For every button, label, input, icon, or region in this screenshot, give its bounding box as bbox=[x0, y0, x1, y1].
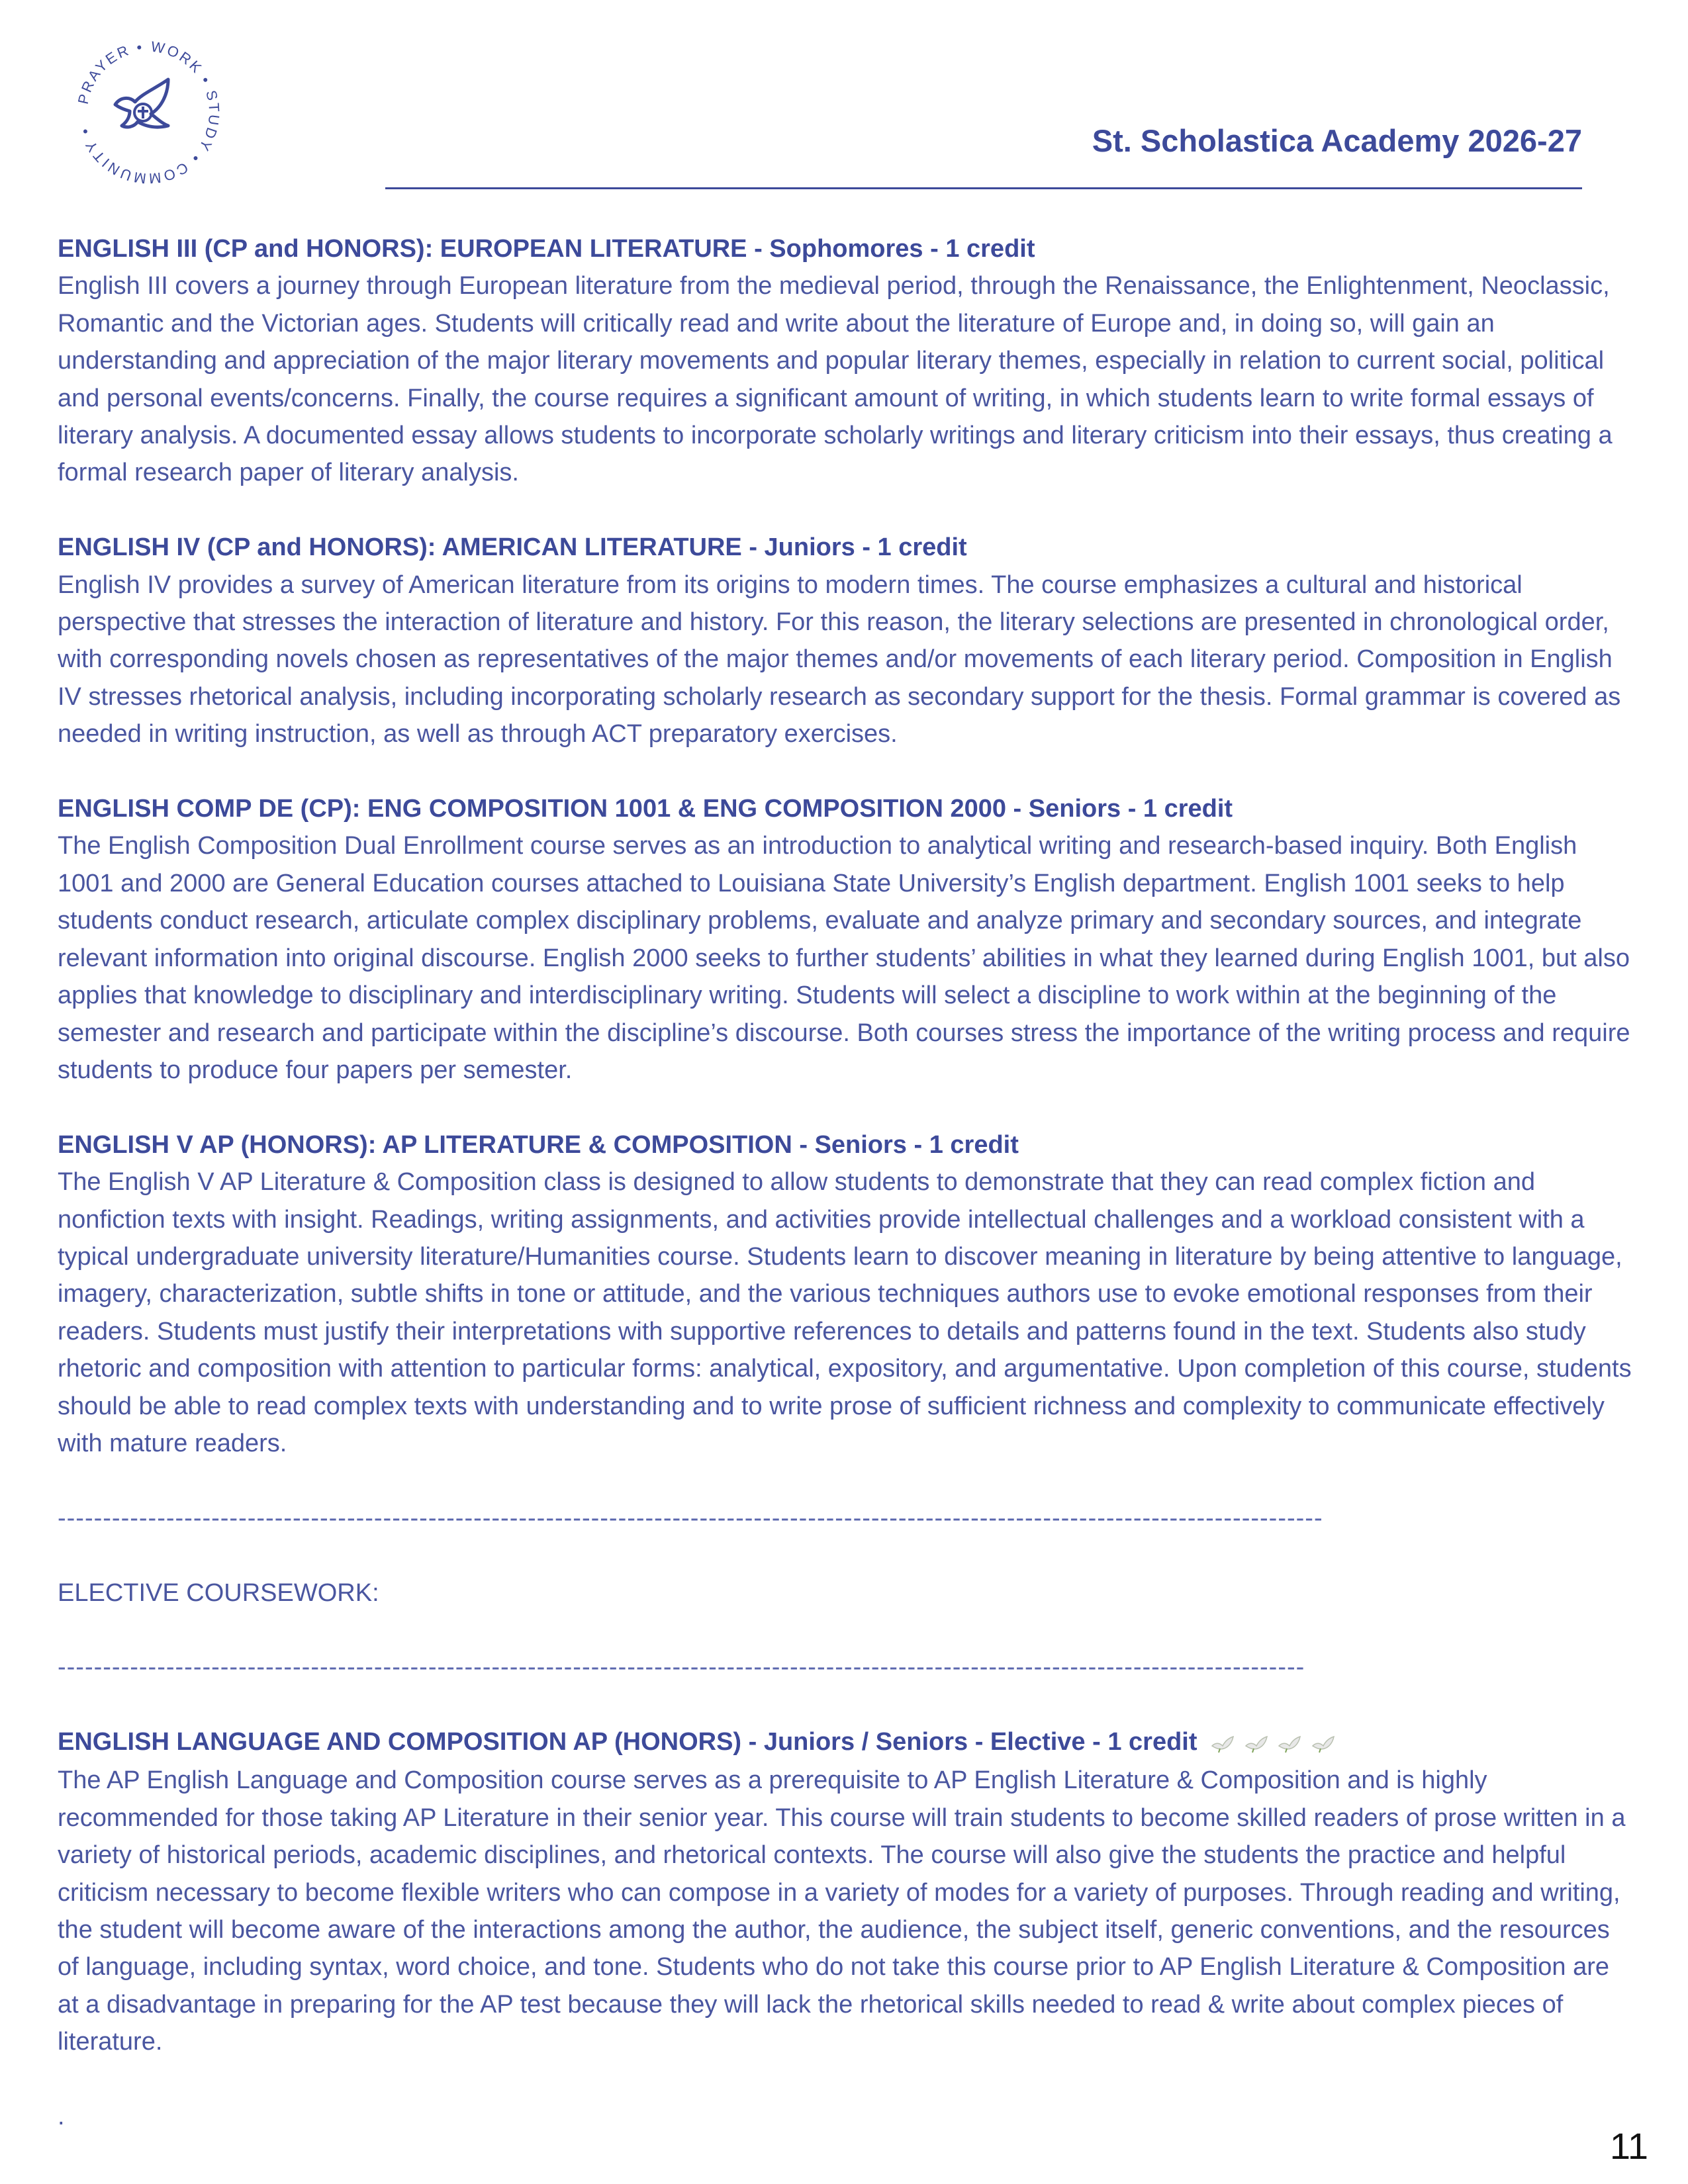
course-title-text: ENGLISH LANGUAGE AND COMPOSITION AP (HONORS) - Juniors / Seniors - Elective - 1 credit bbox=[58, 1728, 1197, 1756]
course-content bbox=[58, 230, 1633, 2135]
course-description: The AP English Language and Composition course serves as a prerequisite to AP English Literature & Composition and is highly recommended for those taking AP Literature in their senior year. This course will train students to become skilled readers of prose written in a variety of historical periods, academic disciplines, and rhetorical contexts. The course will also give the students the practice and helpful criticism necessary to become flexible writers who can compose in a variety of modes for a variety of purposes. Through reading and writing, the student will become aware of the interactions among the author, the audience, the subject itself, generic conventions, and the resources of language, including syntax, word choice, and tone. Students who do not take this course prior to AP English Literature & Composition are at a disadvantage in preparing for the AP test because they will lack the rhetorical skills needed to read & write about complex pieces of literature. bbox=[58, 1766, 1626, 2056]
elective-section-label: ELECTIVE COURSEWORK: bbox=[58, 1578, 379, 1607]
dashed-divider: ------------------------------------------------------------------------------------------------------------------------------------------ bbox=[58, 1653, 1305, 1682]
dove-icon bbox=[1244, 1735, 1268, 1754]
course-description: The English Composition Dual Enrollment course serves as an introduction to analytical writing and research-based inquiry. Both English 1001 and 2000 are General Education courses attached to Louisiana State University’s English department. English 1001 seeks to help students conduct research, articulate complex disciplinary problems, evaluate and analyze primary and secondary sources, and integrate relevant information into original discourse. English 2000 seeks to further students’ abilities in what they learned during English 1001, but also applies that knowledge to disciplinary and interdisciplinary writing. Students will select a discipline to work within at the beginning of the semester and research and participate within the discipline’s discourse. Both courses stress the importance of the writing process and require students to produce four papers per semester. bbox=[58, 832, 1630, 1084]
school-logo bbox=[69, 33, 228, 192]
course-description: The English V AP Literature & Composition class is designed to allow students to demonstrate that they can read complex fiction and nonfiction texts with insight. Readings, writing assignments, and activities provide intellectual challenges and a workload consistent with a typical undergraduate university literature/Humanities course. Students learn to discover meaning in literature by being attentive to language, imagery, characterization, subtle shifts in tone or attitude, and the various techniques authors use to evoke emotional responses from their readers. Students must justify their interpretations with supportive references to details and patterns found in the text. Students also study rhetoric and composition with attention to particular forms: analytical, expository, and argumentative. Upon completion of this course, students should be able to read complex texts with understanding and to write prose of sufficient richness and complexity to communicate effectively with mature readers. bbox=[58, 1168, 1632, 1457]
course-title: ENGLISH III (CP and HONORS): EUROPEAN LITERATURE - Sophomores - 1 credit bbox=[58, 235, 1035, 263]
course-description: English III covers a journey through European literature from the medieval period, through the Renaissance, the Enlightenment, Neoclassic, Romantic and the Victorian ages. Students will critically read and write about the literature of Europe and, in doing so, will gain an understanding and appreciation of the major literary movements and popular literary themes, especially in relation to current social, political and personal events/concerns. Finally, the course requires a significant amount of writing, in which students learn to write formal essays of literary analysis. A documented essay allows students to incorporate scholarly writings and literary criticism into their essays, thus creating a formal research paper of literary analysis. bbox=[58, 272, 1613, 487]
dove-icons bbox=[1211, 1725, 1338, 1762]
course-title: ENGLISH COMP DE (CP): ENG COMPOSITION 1001 & ENG COMPOSITION 2000 - Seniors - 1 credit bbox=[58, 795, 1233, 823]
course-title: ENGLISH IV (CP and HONORS): AMERICAN LITERATURE - Juniors - 1 credit bbox=[58, 533, 967, 562]
header-divider bbox=[385, 187, 1582, 189]
dove-with-cross-icon bbox=[69, 33, 228, 192]
course-description: English IV provides a survey of American literature from its origins to modern times. The course emphasizes a cultural and historical perspective that stresses the interaction of literature and history. For this reason, the literary selections are presented in chronological order, with corresponding novels chosen as representatives of the major themes and/or movements of each literary period. Composition in English IV stresses rhetorical analysis, including incorporating scholarly research as secondary support for the thesis. Formal grammar is covered as needed in writing instruction, as well as through ACT preparatory exercises. bbox=[58, 570, 1621, 749]
page-number: 11 bbox=[1609, 2125, 1648, 2167]
course-title bbox=[58, 1723, 1633, 1762]
course-title: ENGLISH V AP (HONORS): AP LITERATURE & COMPOSITION - Seniors - 1 credit bbox=[58, 1130, 1019, 1159]
dove-icon bbox=[1211, 1735, 1235, 1754]
dove-icon bbox=[1311, 1735, 1335, 1754]
trailing-dot: . bbox=[58, 2102, 65, 2130]
course-block bbox=[58, 230, 1633, 492]
svg-text:PRAYER • WORK • STUDY • COMMUN bbox=[75, 38, 223, 187]
logo-ring-text: PRAYER • WORK • STUDY • COMMUNITY • bbox=[74, 38, 223, 187]
page-title: St. Scholastica Academy 2026-27 bbox=[1092, 123, 1582, 158]
course-block bbox=[58, 1126, 1633, 1463]
dove-icon bbox=[1278, 1735, 1301, 1754]
elective-course-block bbox=[58, 1723, 1633, 2060]
course-block bbox=[58, 529, 1633, 752]
course-block bbox=[58, 790, 1633, 1089]
dashed-divider: -------------------------------------------------------------------------------------------------------------------------------------------- bbox=[58, 1504, 1323, 1532]
